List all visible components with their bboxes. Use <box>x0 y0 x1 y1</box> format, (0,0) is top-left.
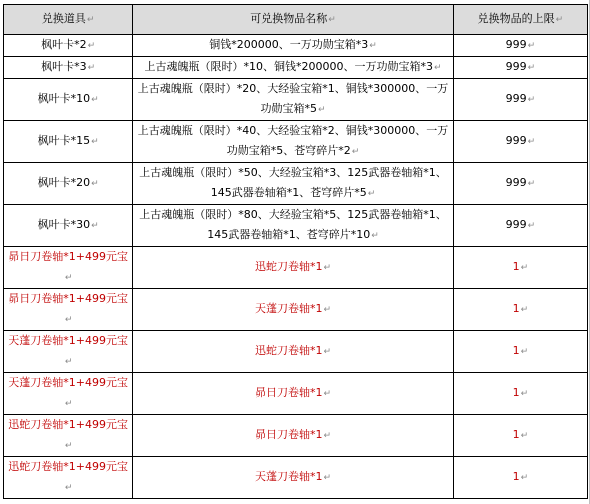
table-row <box>4 79 588 121</box>
cell-end-mark: ↵ <box>555 15 564 25</box>
item-cell[interactable] <box>4 205 133 247</box>
reward-cell[interactable] <box>133 205 454 247</box>
item-cell[interactable] <box>4 457 133 499</box>
limit-cell[interactable] <box>453 79 587 121</box>
cell-end-mark: ↵ <box>64 315 73 325</box>
reward-cell[interactable] <box>133 79 454 121</box>
reward-text: 天蓬刀卷轴*1 <box>254 302 323 315</box>
item-text: 枫叶卡*3 <box>41 60 87 73</box>
limit-cell[interactable] <box>453 247 587 289</box>
item-cell[interactable] <box>4 79 133 121</box>
cell-end-mark: ↵ <box>323 431 332 441</box>
table-row <box>4 205 588 247</box>
header-cell-reward[interactable] <box>133 5 454 35</box>
table-row <box>4 35 588 57</box>
cell-end-mark: ↵ <box>527 221 536 231</box>
item-cell[interactable] <box>4 331 133 373</box>
exchange-table <box>3 4 588 499</box>
limit-cell[interactable] <box>453 35 587 57</box>
item-cell[interactable] <box>4 415 133 457</box>
cell-end-mark: ↵ <box>367 189 376 199</box>
reward-text: 铜钱*200000、一万功勋宝箱*3 <box>209 38 369 51</box>
item-text: 天蓬刀卷轴*1+499元宝 <box>8 334 128 347</box>
reward-cell[interactable] <box>133 35 454 57</box>
table-row <box>4 247 588 289</box>
item-text: 迅蛇刀卷轴*1+499元宝 <box>8 418 128 431</box>
cell-end-mark: ↵ <box>323 263 332 273</box>
reward-cell[interactable] <box>133 57 454 79</box>
header-text: 兑换道具 <box>41 12 86 25</box>
reward-cell[interactable] <box>133 121 454 163</box>
limit-cell[interactable] <box>453 205 587 247</box>
item-cell[interactable] <box>4 373 133 415</box>
cell-end-mark: ↵ <box>87 63 96 73</box>
cell-end-mark: ↵ <box>87 41 96 51</box>
reward-text: 上古魂魄瓶（限时）*50、大经验宝箱*3、125武器卷轴箱*1、145武器卷轴箱*1、苍穹碎片*5 <box>139 166 447 199</box>
reward-text: 昴日刀卷轴*1 <box>254 386 323 399</box>
table-row <box>4 57 588 79</box>
cell-end-mark: ↵ <box>64 357 73 367</box>
reward-text: 迅蛇刀卷轴*1 <box>254 260 323 273</box>
cell-end-mark: ↵ <box>351 147 360 157</box>
table-row <box>4 121 588 163</box>
reward-text: 天蓬刀卷轴*1 <box>254 470 323 483</box>
limit-text: 1 <box>512 470 520 483</box>
cell-end-mark: ↵ <box>91 95 99 105</box>
item-cell[interactable] <box>4 121 133 163</box>
limit-text: 1 <box>512 344 520 357</box>
cell-end-mark: ↵ <box>527 179 536 189</box>
item-text: 枫叶卡*15 <box>37 134 91 147</box>
table-row <box>4 331 588 373</box>
cell-end-mark: ↵ <box>323 389 332 399</box>
cell-end-mark: ↵ <box>520 347 529 357</box>
reward-text: 昴日刀卷轴*1 <box>254 428 323 441</box>
cell-end-mark: ↵ <box>527 41 536 51</box>
limit-cell[interactable] <box>453 121 587 163</box>
item-text: 枫叶卡*2 <box>41 38 87 51</box>
item-cell[interactable] <box>4 57 133 79</box>
limit-text: 999 <box>505 176 527 189</box>
cell-end-mark: ↵ <box>323 305 332 315</box>
limit-text: 1 <box>512 302 520 315</box>
cell-end-mark: ↵ <box>371 231 379 241</box>
cell-end-mark: ↵ <box>91 137 99 147</box>
limit-cell[interactable] <box>453 57 587 79</box>
header-text: 可兑换物品名称 <box>250 12 328 25</box>
header-row <box>4 5 588 35</box>
limit-cell[interactable] <box>453 331 587 373</box>
reward-cell[interactable] <box>133 457 454 499</box>
limit-cell[interactable] <box>453 457 587 499</box>
limit-text: 1 <box>512 428 520 441</box>
limit-cell[interactable] <box>453 289 587 331</box>
cell-end-mark: ↵ <box>520 389 529 399</box>
cell-end-mark: ↵ <box>64 399 73 409</box>
reward-cell[interactable] <box>133 247 454 289</box>
table-row <box>4 373 588 415</box>
cell-end-mark: ↵ <box>369 41 377 51</box>
cell-end-mark: ↵ <box>433 63 442 73</box>
limit-text: 1 <box>512 386 520 399</box>
reward-cell[interactable] <box>133 289 454 331</box>
item-cell[interactable] <box>4 35 133 57</box>
limit-cell[interactable] <box>453 373 587 415</box>
item-text: 枫叶卡*10 <box>37 92 91 105</box>
cell-end-mark: ↵ <box>527 137 536 147</box>
cell-end-mark: ↵ <box>86 15 95 25</box>
reward-cell[interactable] <box>133 331 454 373</box>
header-cell-item[interactable] <box>4 5 133 35</box>
limit-text: 999 <box>505 60 527 73</box>
reward-cell[interactable] <box>133 163 454 205</box>
table-row <box>4 457 588 499</box>
cell-end-mark: ↵ <box>91 179 99 189</box>
header-cell-limit[interactable] <box>453 5 587 35</box>
cell-end-mark: ↵ <box>520 305 529 315</box>
table-row <box>4 415 588 457</box>
limit-text: 999 <box>505 218 527 231</box>
cell-end-mark: ↵ <box>527 63 536 73</box>
reward-cell[interactable] <box>133 415 454 457</box>
cell-end-mark: ↵ <box>64 273 73 283</box>
reward-text: 上古魂魄瓶（限时）*80、大经验宝箱*5、125武器卷轴箱*1、145武器卷轴箱*1、苍穹碎片*10 <box>139 208 447 241</box>
header-text: 兑换物品的上限 <box>477 12 555 25</box>
item-cell[interactable] <box>4 163 133 205</box>
item-cell[interactable] <box>4 247 133 289</box>
limit-text: 999 <box>505 92 527 105</box>
cell-end-mark: ↵ <box>64 441 73 451</box>
reward-cell[interactable] <box>133 373 454 415</box>
cell-end-mark: ↵ <box>328 15 336 25</box>
cell-end-mark: ↵ <box>91 221 99 231</box>
cell-end-mark: ↵ <box>520 473 529 483</box>
table-row <box>4 289 588 331</box>
reward-text: 上古魂魄瓶（限时）*10、铜钱*200000、一万功勋宝箱*3 <box>144 60 433 73</box>
limit-cell[interactable] <box>453 415 587 457</box>
limit-text: 999 <box>505 38 527 51</box>
reward-text: 上古魂魄瓶（限时）*20、大经验宝箱*1、铜钱*300000、一万功勋宝箱*5 <box>137 82 449 115</box>
item-cell[interactable] <box>4 289 133 331</box>
cell-end-mark: ↵ <box>527 95 536 105</box>
item-text: 迅蛇刀卷轴*1+499元宝 <box>8 460 128 473</box>
item-text: 枫叶卡*30 <box>37 218 91 231</box>
item-text: 昴日刀卷轴*1+499元宝 <box>8 250 128 263</box>
cell-end-mark: ↵ <box>323 347 332 357</box>
limit-text: 1 <box>512 260 520 273</box>
item-text: 天蓬刀卷轴*1+499元宝 <box>8 376 128 389</box>
reward-text: 上古魂魄瓶（限时）*40、大经验宝箱*2、铜钱*300000、一万功勋宝箱*5、苍穹碎片*2 <box>137 124 449 157</box>
cell-end-mark: ↵ <box>64 483 73 493</box>
limit-cell[interactable] <box>453 163 587 205</box>
cell-end-mark: ↵ <box>323 473 332 483</box>
cell-end-mark: ↵ <box>520 431 529 441</box>
cell-end-mark: ↵ <box>317 105 326 115</box>
reward-text: 迅蛇刀卷轴*1 <box>254 344 323 357</box>
limit-text: 999 <box>505 134 527 147</box>
item-text: 昴日刀卷轴*1+499元宝 <box>8 292 128 305</box>
cell-end-mark: ↵ <box>520 263 529 273</box>
item-text: 枫叶卡*20 <box>37 176 91 189</box>
table-row <box>4 163 588 205</box>
